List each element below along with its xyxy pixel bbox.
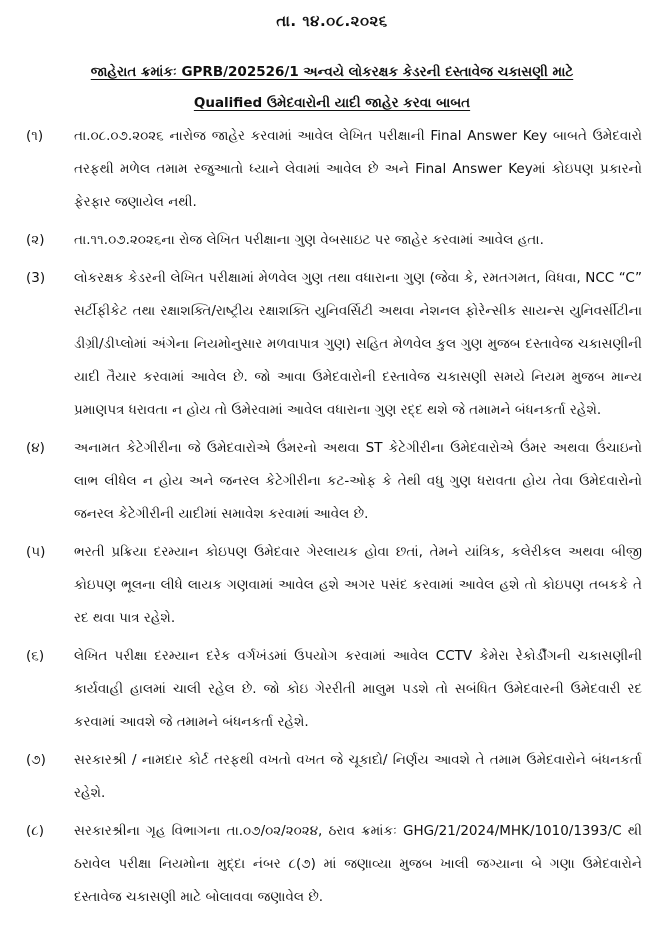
notice-point <box>26 640 642 739</box>
point-text: અનામત કેટેગીરીના જે ઉમેદવારોએ ઉંમરનો અથવા ST કેટેગીરીના ઉમેદવારોએ ઉંમર અથવા ઉંચાઇનો લાભ લીધેલ ન હોય અને જનરલ કેટેગીરીના કટ-ઓફ કે તેથી વધુ ગુણ ધરાવતા હોય તેવા ઉમેદવારોનો જનરલ કેટેગીરીની યાદીમાં સમાવેશ કરવામાં આવેલ છે. <box>74 440 642 522</box>
point-text: સરકારશ્રી / નામદાર કોર્ટ તરફથી વખતો વખત જે ચૂકાદો/ નિર્ણય આવશે તે તમામ ઉમેદવારોને બંધનકર્તા રહેશે. <box>74 752 642 801</box>
point-number: (૧) <box>26 128 44 144</box>
notice-heading-line-2 <box>0 95 664 111</box>
notice-point <box>26 536 642 635</box>
notice-point <box>26 120 642 219</box>
heading-line-2-text: Qualified ઉમેદવારોની યાદી જાહેર કરવા બાબત <box>193 95 471 111</box>
point-number: (૫) <box>26 544 46 560</box>
heading-line-1-text: જાહેરાત ક્રમાંકઃ GPRB/202526/1 અન્વયે લોકરક્ષક કેડરની દસ્તાવેજ ચકાસણી માટે <box>90 64 574 80</box>
notice-heading-line-1 <box>0 64 664 80</box>
point-number: (૭) <box>26 752 46 768</box>
point-text: લેખિત પરીક્ષા દરમ્યાન દરેક વર્ગખંડમાં ઉપયોગ કરવામાં આવેલ CCTV કેમેરા રેકોર્ડીંગની ચકાસણીની કાર્યવાહી હાલમાં ચાલી રહેલ છે. જો કોઇ ગેરરીતી માલુમ પડશે તો સબંધિત ઉમેદવારની ઉમેદવારી રદ કરવામાં આવશે જે તમામને બંધનકર્તા રહેશે. <box>74 648 642 730</box>
point-number: (3) <box>26 270 46 286</box>
point-text: તા.૦૮.૦૭.૨૦૨૬ નારોજ જાહેર કરવામાં આવેલ લેખિત પરીક્ષાની Final Answer Key બાબતે ઉમેદવારો તરફથી મળેલ તમામ રજુઆતો ધ્યાને લેવામાં આવેલ છે અને Final Answer Keyમાં કોઇપણ પ્રકારનો ફેરફાર જણાયેલ નથી. <box>74 128 642 210</box>
point-number: (૬) <box>26 648 45 664</box>
notice-point <box>26 744 642 810</box>
point-text: ભરતી પ્રક્રિયા દરમ્યાન કોઇપણ ઉમેદવાર ગેરલાયક હોવા છતાં, તેમને યાંત્રિક, કલેરીકલ અથવા બીજી કોઇપણ ભૂલના લીધે લાયક ગણવામાં આવેલ હશે અગર પસંદ કરવામાં આવેલ હશે તો કોઇપણ તબકકે તે રદ થવા પાત્ર રહેશે. <box>74 544 642 626</box>
point-text: તા.૧૧.૦૭.૨૦૨૬ના રોજ લેખિત પરીક્ષાના ગુણ વેબસાઇટ પર જાહેર કરવામાં આવેલ હતા. <box>74 232 544 248</box>
notice-point <box>26 224 642 257</box>
point-number: (૪) <box>26 440 45 456</box>
notice-point <box>26 432 642 531</box>
point-number: (૮) <box>26 823 44 839</box>
notice-date: તા. ૧૪.૦૮.૨૦૨૬ <box>276 12 388 30</box>
notice-point <box>26 262 642 427</box>
point-number: (૨) <box>26 232 45 248</box>
notice-point <box>26 815 642 914</box>
point-text: સરકારશ્રીના ગૃહ વિભાગના તા.૦૭/૦૨/૨૦૨૪, ઠરાવ ક્રમાંકઃ GHG/21/2024/MHK/1010/1393/C થી ઠરાવેલ પરીક્ષા નિયમોના મુદ્દા નંબર ૮(૭) માં જણાવ્યા મુજબ ખાલી જગ્યાના બે ગણા ઉમેદવારોને દસ્તાવેજ ચકાસણી માટે બોલાવવા જણાવેલ છે. <box>74 823 642 905</box>
point-text: લોકરક્ષક કેડરની લેખિત પરીક્ષામાં મેળવેલ ગુણ તથા વધારાના ગુણ (જેવા કે, રમતગમત, વિધવા, NCC “C” સર્ટીફીકેટ તથા રક્ષાશક્તિ/રાષ્ટ્રીય રક્ષાશક્તિ યુનિવર્સિટી અથવા નેશનલ ફોરેન્સીક સાયન્સ યુનિવર્સીટીના ડીગ્રી/ડીપ્લોમાં અંગેના નિયમોનુસાર મળવાપાત્ર ગુણ) સહિત મેળવેલ કુલ ગુણ મુજબ દસ્તાવેજ ચકાસણીની યાદી તૈયાર કરવામાં આવેલ છે. જો આવા ઉમેદવારોની દસ્તાવેજ ચકાસણી સમયે નિયમ મુજબ માન્ય પ્રમાણપત્ર ધરાવતા ન હોય તો ઉમેરવામાં આવેલ વધારાના ગુણ રદ્દ થશે જે તમામને બંધનકર્તા રહેશે. <box>74 270 642 418</box>
notice-points-list <box>26 120 642 919</box>
